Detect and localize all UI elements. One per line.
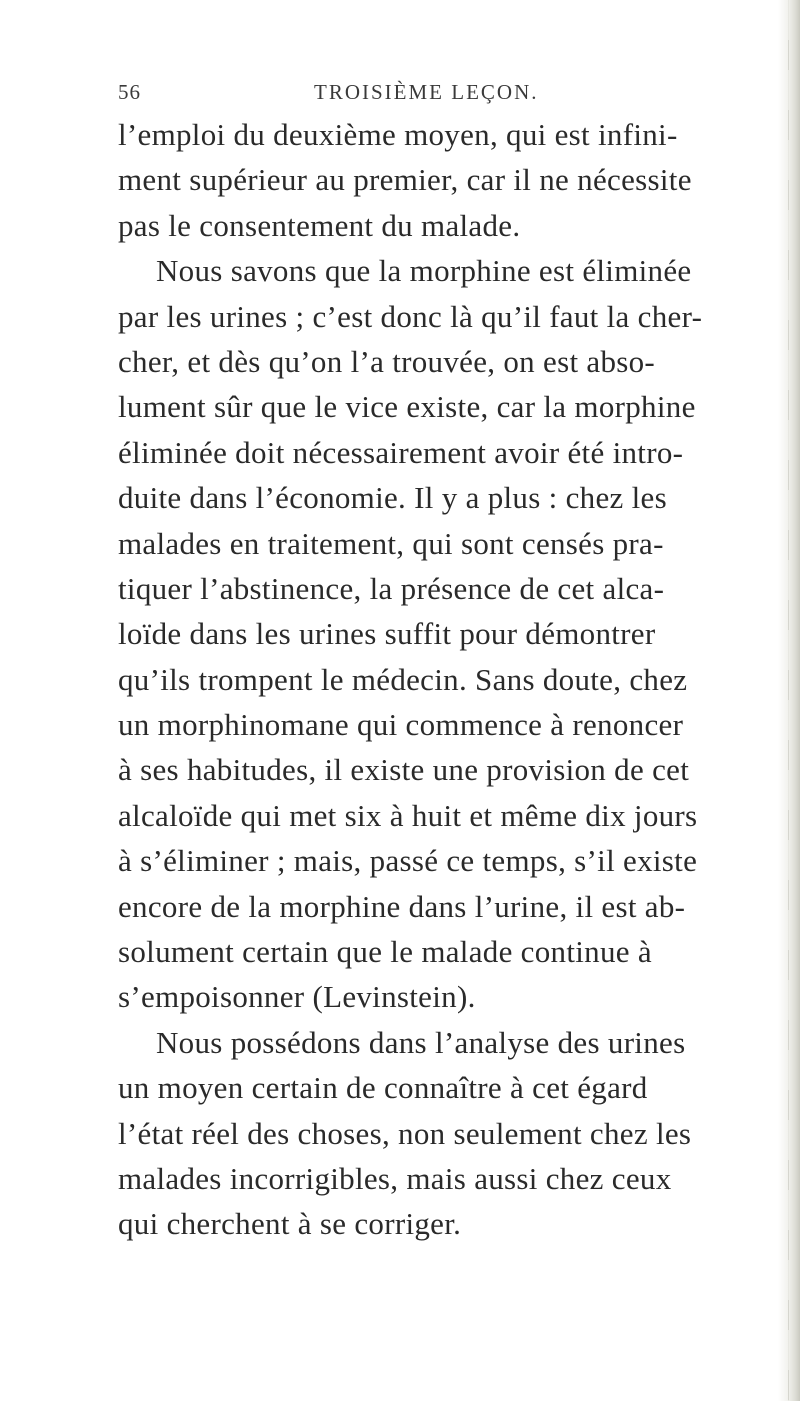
text-line: à s’éliminer ; mais, passé ce temps, s’il existe <box>118 843 698 879</box>
paragraph-start-line: Nous possédons dans l’analyse des urines <box>156 1024 686 1060</box>
text-line: loïde dans les urines suffit pour démontrer <box>118 616 656 652</box>
running-head <box>118 80 690 116</box>
text-line: lument sûr que le vice existe, car la morphine <box>118 389 696 425</box>
text-line: ment supérieur au premier, car il ne nécessite <box>118 162 692 198</box>
text-line: à ses habitudes, il existe une provision de cet <box>118 752 690 788</box>
page-edge-shadow <box>778 0 800 1401</box>
page-number: 56 <box>118 80 141 104</box>
text-line: cher, et dès qu’on l’a trouvée, on est abso- <box>118 343 656 379</box>
text-line: encore de la morphine dans l’urine, il est ab- <box>118 888 686 924</box>
text-line: par les urines ; c’est donc là qu’il faut la cher- <box>118 298 703 334</box>
text-line: malades incorrigibles, mais aussi chez ceux <box>118 1160 672 1196</box>
text-line: éliminée doit nécessairement avoir été intro- <box>118 434 684 470</box>
text-line: l’emploi du deuxième moyen, qui est infini- <box>118 117 678 152</box>
running-title: TROISIÈME LEÇON. <box>314 80 539 104</box>
text-line: qui cherchent à se corriger. <box>118 1206 462 1242</box>
text-line: l’état réel des choses, non seulement chez les <box>118 1115 692 1151</box>
text-line: alcaloïde qui met six à huit et même dix jours <box>118 797 698 833</box>
body-text <box>118 112 770 1247</box>
text-line: qu’ils trompent le médecin. Sans doute, chez <box>118 661 688 697</box>
text-line: pas le consentement du malade. <box>118 207 521 243</box>
text-line: s’empoisonner (Levinstein). <box>118 979 476 1015</box>
text-line: duite dans l’économie. Il y a plus : chez les <box>118 480 667 516</box>
text-line: solument certain que le malade continue à <box>118 934 652 970</box>
text-line: un moyen certain de connaître à cet égard <box>118 1070 648 1106</box>
text-line: malades en traitement, qui sont censés pra- <box>118 525 664 561</box>
text-line: tiquer l’abstinence, la présence de cet alca- <box>118 570 665 606</box>
paragraph-start-line: Nous savons que la morphine est éliminée <box>156 253 692 289</box>
text-line: un morphinomane qui commence à renoncer <box>118 707 684 743</box>
